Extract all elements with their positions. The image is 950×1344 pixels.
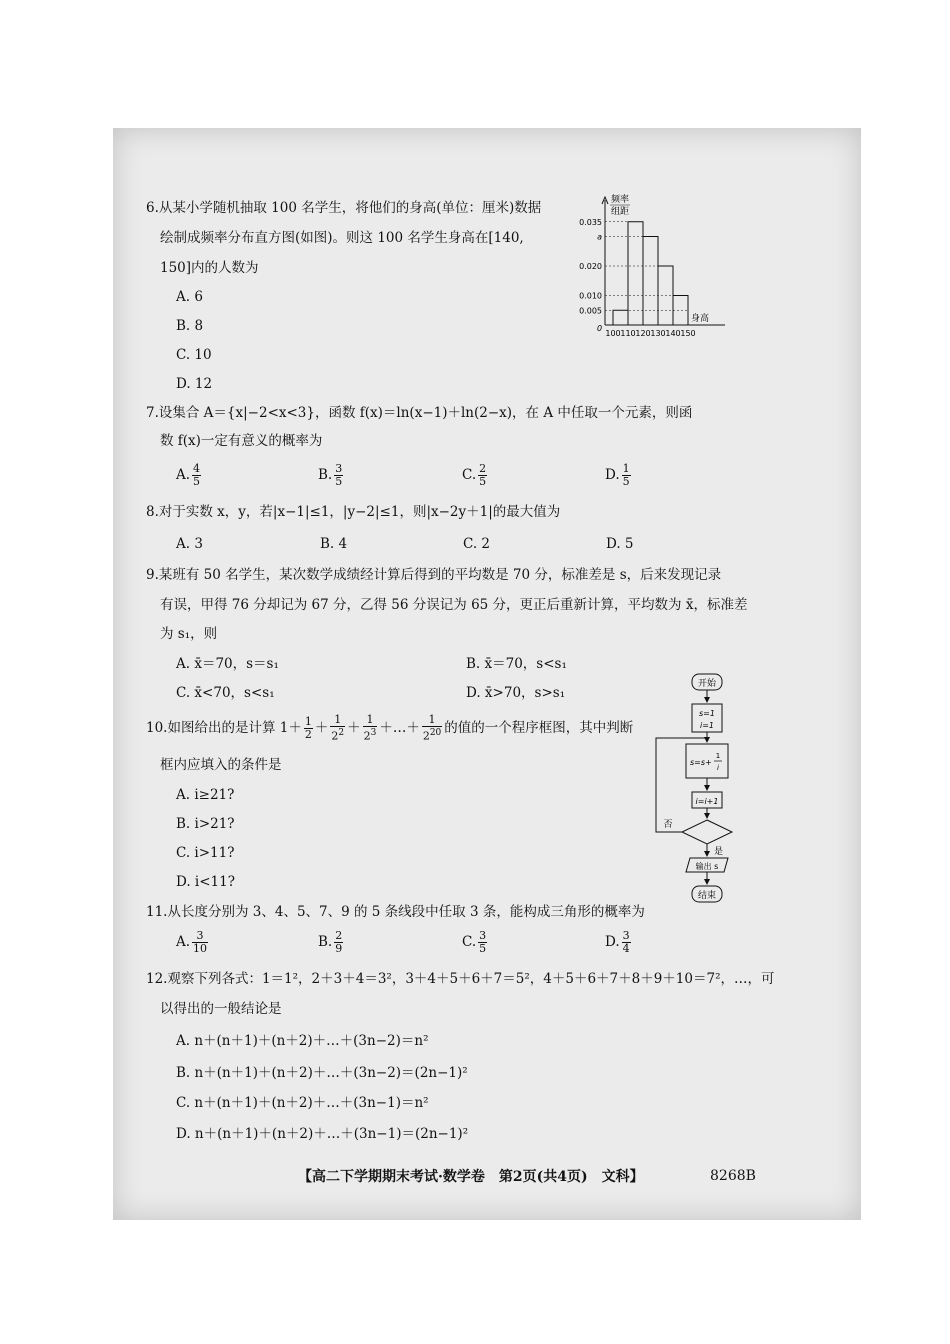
fraction-denominator: 5 (193, 475, 201, 488)
hist-x-tick: 140 (665, 329, 681, 337)
q10-line1: 10.如图给出的是计算 1＋ $\frac{1}{2}$ ＋ $\frac{1}{2^2}$ ＋ $\frac{1}{2^3}$ ＋…＋ $\frac{1}{2^{20}}$ 的值的一个程序框图，其中判断 (146, 713, 634, 743)
fraction-numerator: 4 (193, 462, 201, 475)
q8-option-b: B. 4 (320, 536, 348, 552)
fraction-denominator: 5 (335, 475, 343, 488)
fraction-denominator: 9 (335, 942, 343, 955)
flow-increment-label: i=i+1 (695, 797, 719, 806)
flow-start-label: 开始 (697, 679, 717, 689)
frequency-histogram (555, 192, 735, 337)
histogram-labels (579, 193, 709, 337)
page-footer: 【高二下学期期末考试·数学卷 第2页(共4页) 文科】 (298, 1169, 644, 1185)
option-fraction (334, 463, 343, 488)
q6-line2: 绘制成频率分布直方图(如图)。则这 100 名学生身高在[140, (160, 230, 524, 246)
q7-line2: 数 f(x)一定有意义的概率为 (160, 433, 323, 449)
q8-option-c: C. 2 (463, 536, 491, 552)
hist-bar (643, 237, 658, 326)
q9-option-d: D. x̄>70，s>s₁ (466, 685, 566, 701)
hist-y-tick: a (597, 232, 602, 242)
hist-ylabel-bottom: 组距 (611, 207, 630, 217)
hist-ylabel-top: 频率 (611, 195, 630, 205)
q12-option-d: D. n＋(n＋1)＋(n＋2)＋…＋(3n−1)＝(2n−1)² (176, 1126, 469, 1142)
hist-xlabel: 身高 (691, 314, 710, 324)
q10-option-a: A. i≥21? (176, 787, 235, 803)
flow-assign-frac-d: i (717, 764, 719, 772)
option-fraction (334, 930, 343, 955)
q9-option-c: C. x̄<70，s<s₁ (176, 685, 275, 701)
page-code: 8268B (710, 1168, 756, 1184)
flow-end-label: 结束 (697, 891, 717, 901)
q10-prefix: 10.如图给出的是计算 1＋ (146, 719, 302, 736)
option-fraction (192, 463, 201, 488)
hist-y-tick: 0.035 (579, 217, 602, 227)
hist-y-tick: 0.005 (579, 306, 602, 316)
hist-x-tick: 110 (620, 329, 636, 337)
q7-option-c (462, 462, 489, 488)
q9-option-b: B. x̄＝70，s<s₁ (466, 656, 567, 672)
hist-x-tick: 100 (605, 329, 621, 337)
option-label: A. (176, 934, 191, 950)
option-label: B. (318, 934, 333, 950)
frac-1-2cube: $\frac{1}{2^3}$ (363, 713, 377, 743)
q9-line2: 有误，甲得 76 分却记为 67 分，乙得 56 分误记为 65 分，更正后重新计算，平均数为 x̄，标准差 (160, 597, 748, 613)
q10-option-b: B. i>21? (176, 816, 235, 832)
option-label: D. (605, 934, 620, 950)
flow-assign-label: s=s+ (690, 758, 712, 767)
flow-yes-label: 是 (714, 847, 724, 857)
option-fraction (622, 463, 631, 488)
q8-option-a: A. 3 (176, 536, 203, 552)
q7-option-d (605, 462, 633, 488)
option-fraction (478, 930, 487, 955)
option-label: A. (176, 467, 191, 483)
q6-option-a: A. 6 (176, 289, 203, 305)
q10-suffix: 的值的一个程序框图，其中判断 (444, 719, 634, 736)
fraction-numerator: 2 (479, 462, 487, 475)
option-label: C. (462, 934, 477, 950)
q6-option-b: B. 8 (176, 318, 204, 334)
q9-line3: 为 s₁，则 (160, 626, 218, 642)
q11-line1: 11.从长度分别为 3、4、5、7、9 的 5 条线段中任取 3 条，能构成三角形的概率为 (146, 904, 645, 920)
fraction-denominator: 5 (622, 475, 630, 488)
flow-assign-frac-n: 1 (715, 752, 721, 760)
q12-line1: 12.观察下列各式：1＝1²，2＋3＋4＝3²，3＋4＋5＋6＋7＝5²，4＋5＋6＋7＋8＋9＋10＝7²，…，可 (146, 971, 775, 987)
q12-option-a: A. n＋(n＋1)＋(n＋2)＋…＋(3n−2)＝n² (176, 1033, 429, 1049)
hist-origin: 0 (597, 324, 603, 333)
q8-option-d: D. 5 (606, 536, 634, 552)
q6-option-d: D. 12 (176, 376, 213, 392)
fraction-numerator: 3 (622, 929, 630, 942)
hist-bar (628, 222, 643, 325)
hist-x-tick: 130 (650, 329, 666, 337)
flow-loop-line (656, 738, 707, 832)
option-label: D. (605, 467, 620, 483)
fraction-numerator: 3 (192, 930, 208, 943)
q8-line1: 8.对于实数 x，y，若|x−1|≤1，|y−2|≤1，则|x−2y＋1|的最大值为 (146, 504, 561, 520)
option-fraction (622, 930, 631, 955)
option-label: B. (318, 467, 333, 483)
q11-option-b (318, 929, 345, 955)
hist-x-tick: 120 (635, 329, 651, 337)
q6-option-c: C. 10 (176, 347, 212, 363)
q7-line1: 7.设集合 A＝{x|−2<x<3}，函数 f(x)＝ln(x−1)＋ln(2−x)，在 A 中任取一个元素，则函 (146, 405, 693, 421)
flow-init-i: i=1 (699, 721, 715, 730)
flow-init-s: s=1 (699, 709, 715, 718)
q6-line1: 6.从某小学随机抽取 100 名学生，将他们的身高(单位：厘米)数据 (146, 200, 542, 216)
frac-1-2: $\frac{1}{2}$ (304, 714, 312, 741)
fraction-denominator: 10 (193, 942, 208, 955)
q10-line2: 框内应填入的条件是 (160, 757, 282, 773)
fraction-numerator: 2 (335, 929, 343, 942)
fraction-numerator: 1 (622, 462, 630, 475)
hist-x-tick: 150 (680, 329, 696, 337)
hist-bar (613, 310, 628, 325)
flow-output-label: 输出 s (695, 862, 719, 871)
q12-option-c: C. n＋(n＋1)＋(n＋2)＋…＋(3n−1)＝n² (176, 1095, 429, 1111)
fraction-numerator: 3 (335, 462, 343, 475)
fraction-numerator: 3 (479, 929, 487, 942)
hist-y-tick: 0.020 (579, 262, 602, 271)
flow-decision-node (682, 820, 732, 844)
q7-option-a (176, 462, 203, 488)
fraction-denominator: 4 (622, 942, 630, 955)
q7-option-b (318, 462, 345, 488)
q9-option-a: A. x̄＝70，s＝s₁ (176, 656, 279, 672)
option-label: C. (462, 467, 477, 483)
frac-1-2pow20: $\frac{1}{2^{20}}$ (422, 713, 442, 743)
q6-line3: 150]内的人数为 (160, 260, 259, 276)
q12-line2: 以得出的一般结论是 (160, 1001, 282, 1017)
q9-line1: 9.某班有 50 名学生，某次数学成绩经计算后得到的平均数是 70 分，标准差是 s，后来发现记录 (146, 567, 722, 583)
q11-option-a (176, 929, 210, 955)
program-flowchart (650, 672, 750, 908)
histogram-bars (613, 222, 688, 325)
option-fraction (478, 463, 487, 488)
frac-1-2sq: $\frac{1}{2^2}$ (331, 713, 345, 743)
flow-no-label: 否 (663, 820, 673, 830)
q11-option-d (605, 929, 633, 955)
q11-option-c (462, 929, 489, 955)
fraction-denominator: 5 (479, 475, 487, 488)
option-fraction (192, 930, 208, 955)
q10-option-c: C. i>11? (176, 845, 235, 861)
hist-y-tick: 0.010 (579, 291, 602, 301)
q12-option-b: B. n＋(n＋1)＋(n＋2)＋…＋(3n−2)＝(2n−1)² (176, 1065, 468, 1081)
q10-option-d: D. i<11? (176, 874, 235, 890)
fraction-denominator: 5 (479, 942, 487, 955)
